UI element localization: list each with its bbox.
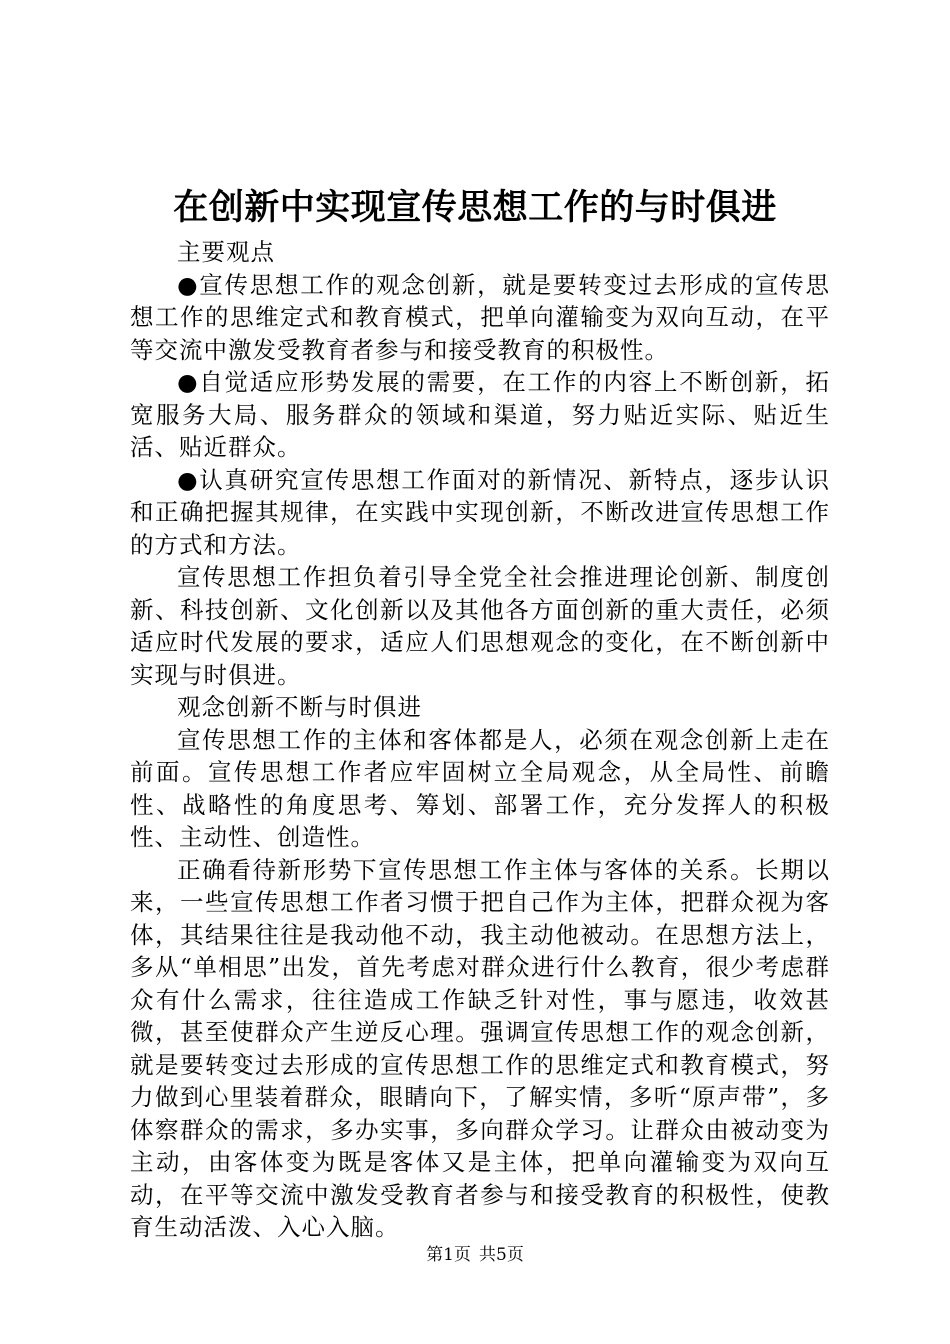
body-paragraph: 宣传思想工作担负着引导全党全社会推进理论创新、制度创新、科技创新、文化创新以及其他各方面创新的重大责任，必须适应时代发展的要求，适应人们思想观念的变化，在不断创新中实现与时俱进。	[130, 563, 830, 689]
document-body	[130, 236, 830, 1244]
bullet-point: ●认真研究宣传思想工作面对的新情况、新特点，逐步认识和正确把握其规律，在实践中实现创新，不断改进宣传思想工作的方式和方法。	[130, 465, 830, 559]
page-number: 第1页	[426, 1245, 471, 1265]
body-paragraph: 宣传思想工作的主体和客体都是人，必须在观念创新上走在前面。宣传思想工作者应牢固树立全局观念，从全局性、前瞻性、战略性的角度思考、筹划、部署工作，充分发挥人的积极性、主动性、创造性。	[130, 725, 830, 851]
bullet-point: ●自觉适应形势发展的需要，在工作的内容上不断创新，拓宽服务大局、服务群众的领域和渠道，努力贴近实际、贴近生活、贴近群众。	[130, 368, 830, 461]
section-heading: 主要观点	[177, 238, 275, 266]
page-total: 共5页	[479, 1245, 524, 1265]
page-footer	[0, 1243, 950, 1267]
section-heading: 观念创新不断与时俱进	[177, 693, 422, 721]
bullet-point: ●宣传思想工作的观念创新，就是要转变过去形成的宣传思想工作的思维定式和教育模式，把单向灌输变为双向互动，在平等交流中激发受教育者参与和接受教育的积极性。	[130, 270, 830, 364]
body-paragraph: 正确看待新形势下宣传思想工作主体与客体的关系。长期以来，一些宣传思想工作者习惯于把自己作为主体，把群众视为客体，其结果往往是我动他不动，我主动他被动。在思想方法上，多从“单相思”出发，首先考虑对群众进行什么教育，很少考虑群众有什么需求，往往造成工作缺乏针对性，事与愿违，收效甚微，甚至使群众产生逆反心理。强调宣传思想工作的观念创新，就是要转变过去形成的宣传思想工作的思维定式和教育模式，努力做到心里装着群众，眼睛向下，了解实情，多听“原声带”，多体察群众的需求，多办实事，多向群众学习。让群众由被动变为主动，由客体变为既是客体又是主体，把单向灌输变为双向互动，在平等交流中激发受教育者参与和接受教育的积极性，使教育生动活泼、入心入脑。	[130, 855, 830, 1241]
document-title: 在创新中实现宣传思想工作的与时俱进	[173, 187, 777, 228]
